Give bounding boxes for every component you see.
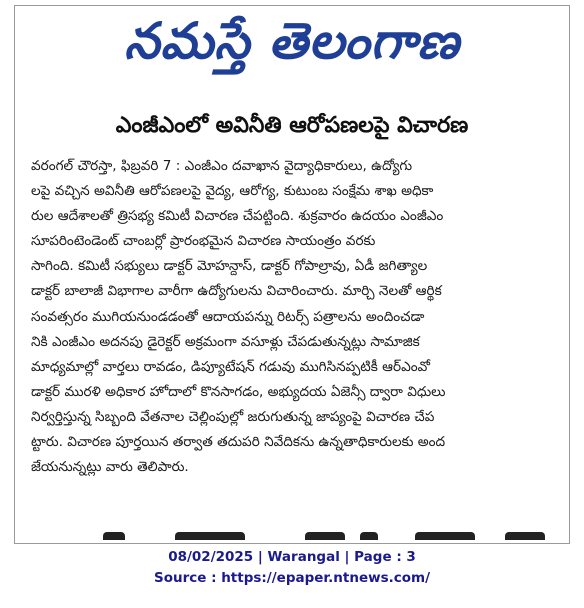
article-line: సంవత్సరం ముగియనుండడంతో ఆదాయపన్ను రిటర్స్ పత్రాలను అందించడా	[31, 308, 425, 325]
article-line: రుల ఆదేశాలతో త్రిసభ్య కమిటీ విచారణ చేపట్టింది. శుక్రవారం ఉదయం ఎంజీఎం	[31, 208, 444, 225]
article-body	[31, 154, 559, 480]
cut-off-next-headline	[15, 526, 569, 544]
article-line: నిర్వర్తిస్తున్న సిబ్బంది వేతనాల చెల్లింపుల్లో జరుగుతున్న జాప్యంపై విచారణ చేప	[31, 408, 435, 425]
article-line: సాగింది. కమిటీ సభ్యులు డాక్టర్ మోహన్దాస్, డాక్టర్ గోపాల్రావు, ఏడీ జగిత్యాల	[31, 258, 428, 275]
article-line: డాక్టర్ మురళి అధికార హోదాలో కొనసాగడం, అభ్యుదయ ఏజెన్సీ ద్వారా విధులు	[31, 383, 446, 400]
newspaper-clipping	[14, 5, 570, 544]
article-line: సూపరింటెండెంట్ చాంబర్లో ప్రారంభమైన విచారణ సాయంత్రం వరకు	[31, 233, 376, 250]
source-footer	[0, 547, 584, 589]
article-line: జేయనున్నట్లు వారు తెలిపారు.	[31, 459, 189, 476]
article-line: నికి ఎంజీఎం అదనపు డైరెక్టర్ అక్రమంగా వసూళ్లు చేపడుతున్నట్లు సామాజిక	[31, 333, 420, 350]
article-headline: ఎంజీఎంలో అవినీతి ఆరోపణలపై విచారణ	[115, 113, 469, 138]
article-line: డాక్టర్ బాలాజీ విభాగాల వారీగా ఉద్యోగులను విచారించారు. మార్చి నెలతో ఆర్థిక	[31, 283, 442, 300]
article-line: వరంగల్ చౌరస్తా, ఫిబ్రవరి 7 : ఎంజీఎం దవాఖాన వైద్యాధికారులు, ఉద్యోగు	[31, 158, 413, 174]
edition-info: 08/02/2025 | Warangal | Page : 3	[168, 549, 416, 565]
article-line: ట్టారు. విచారణ పూర్తయిన తర్వాత తదుపరి నివేదికను ఉన్నతాధికారులకు అంద	[31, 434, 446, 451]
source-link[interactable]: Source : https://epaper.ntnews.com/	[153, 570, 431, 586]
article-line: లపై వచ్చిన అవినీతి ఆరోపణలపై వైద్య, ఆరోగ్య, కుటుంబ సంక్షేమ శాఖ అధికా	[31, 183, 434, 200]
article-line: మాధ్యమాల్లో వార్తలు రావడం, డిప్యూటేషన్ గడువు ముగిసినప్పటికీ ఆర్ఎంవో	[31, 358, 430, 375]
newspaper-masthead: నమస్తే తెలంగాణ	[124, 12, 460, 70]
